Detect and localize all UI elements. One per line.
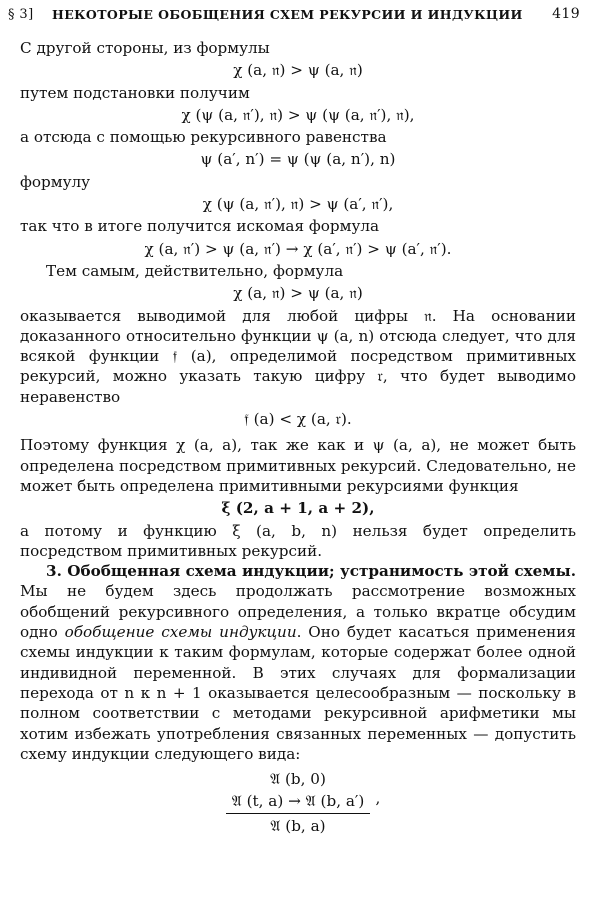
paragraph-text: . Оно будет касаться применения схемы индукции к таким формулам, которые содержат более одной индивидной переменной. В этих случаях для формализации перехода от n к n + 1 оказывается целесообразным — поскольку в полном соответствии с методами рекурсивной арифметики мы хотим избежать употребления связанных переменных — допустить схему индукции следующего вида: <box>20 623 576 763</box>
formula: 𝔣 (a) < χ (a, 𝔯). <box>244 410 352 429</box>
formula: ξ (2, a + 1, a + 2), <box>221 499 375 518</box>
page-number: 419 <box>552 6 580 22</box>
paragraph: оказывается выводимой для любой цифры 𝔫. На основании доказанного относительно функции ψ (a, n) отсюда следует, что для всякой функции 𝔣 (a), определимой посредством примитивных рекурсий, можно указать такую цифру 𝔯, что будет выводимо неравенство <box>20 306 576 406</box>
formula: χ (ψ (a, 𝔫′), 𝔫) > ψ (ψ (a, 𝔫′), 𝔫), <box>181 105 415 124</box>
paragraph: а потому и функцию ξ (a, b, n) нельзя будет определить посредством примитивных рекурсий. <box>20 521 576 560</box>
formula: χ (a, 𝔫) > ψ (a, 𝔫) <box>233 61 363 80</box>
formula: ψ (a′, n′) = ψ (ψ (a, n′), n) <box>200 150 396 169</box>
inference-rule <box>226 768 381 836</box>
rule-conclusion: 𝔄 (b, a) <box>270 816 326 835</box>
page-body <box>20 38 576 836</box>
text-line: а отсюда с помощью рекурсивного равенства <box>20 128 387 147</box>
formula: χ (ψ (a, 𝔫′), 𝔫) > ψ (a′, 𝔫′), <box>202 195 394 214</box>
rule-premise-base: 𝔄 (b, 0) <box>270 770 326 789</box>
rule-premise-step: 𝔄 (t, a) → 𝔄 (b, a′) <box>226 790 371 813</box>
text-line: формулу <box>20 172 91 191</box>
section-heading: 3. Обобщенная схема индукции; устранимость этой схемы. <box>46 562 576 581</box>
running-header <box>8 4 580 26</box>
emphasis-text: обобщение схемы индукции <box>64 623 297 642</box>
text-line: С другой стороны, из формулы <box>20 39 270 57</box>
running-title: НЕКОТОРЫЕ ОБОБЩЕНИЯ СХЕМ РЕКУРСИИ И ИНДУКЦИИ <box>52 7 523 22</box>
formula: χ (a, 𝔫) > ψ (a, 𝔫) <box>233 284 363 303</box>
induction-schema <box>20 768 576 836</box>
formula: χ (a, 𝔫′) > ψ (a, 𝔫′) → χ (a′, 𝔫′) > ψ (a′, 𝔫′). <box>144 239 452 258</box>
section-marker: § 3] <box>8 7 34 22</box>
section-paragraph <box>20 561 576 764</box>
paragraph-text: Мы не будем здесь продолжать рассмотрение возможных обобщений рекурсивного определения, а только вкратце обсудим одно <box>20 582 576 642</box>
paragraph: Поэтому функция χ (a, a), так же как и ψ (a, a), не может быть определена посредством примитивных рекурсий. Следовательно, не может быть определена примитивными рекурсиями функция <box>20 436 576 495</box>
rule-comma: , <box>375 789 381 808</box>
text-line: так что в итоге получится искомая формула <box>20 217 380 236</box>
text-line: Тем самым, действительно, формула <box>46 261 344 280</box>
text-line: путем подстановки получим <box>20 83 250 102</box>
